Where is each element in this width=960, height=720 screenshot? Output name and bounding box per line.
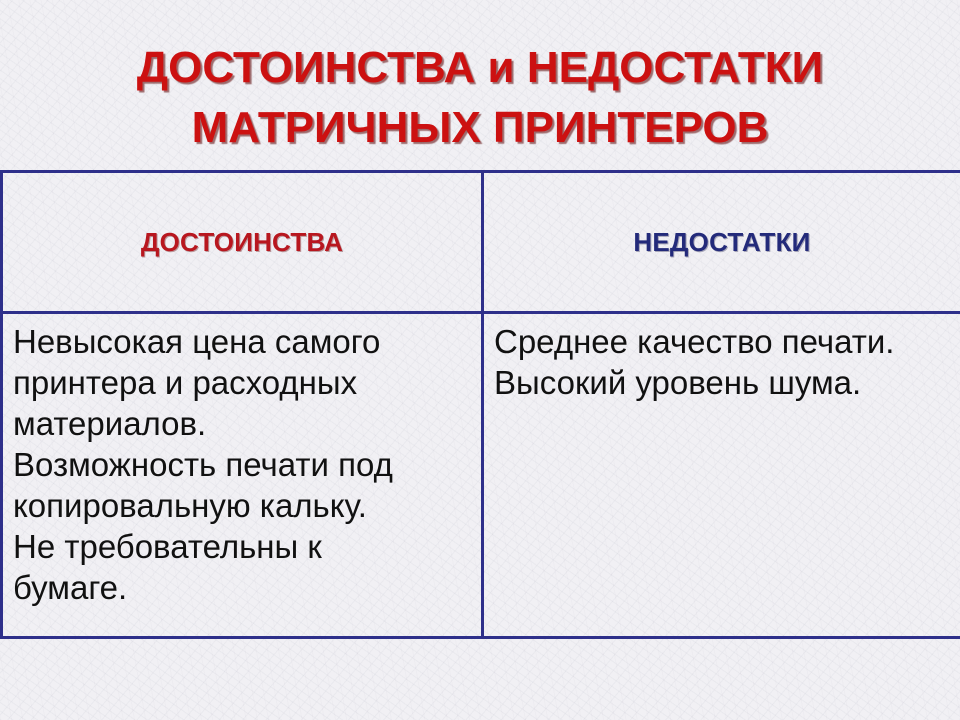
disadvantage-item-line: Высокий уровень шума. [494, 364, 862, 401]
disadvantage-item-line: Среднее качество печати. [494, 323, 895, 360]
disadvantage-item [494, 362, 954, 403]
comparison-table [0, 170, 960, 639]
advantages-cell [2, 313, 483, 638]
table-body-row [2, 313, 960, 638]
slide-title [0, 38, 960, 158]
advantage-item-line: Не требовательны к [13, 528, 322, 565]
slide-title-line-1: ДОСТОИНСТВА и НЕДОСТАТКИ [136, 43, 824, 92]
advantage-item-line: Возможность печати под [13, 446, 393, 483]
comparison-table-container [0, 170, 960, 636]
advantage-item-line: Невысокая цена самого [13, 323, 381, 360]
disadvantage-item [494, 321, 954, 362]
advantage-item [13, 321, 475, 444]
advantage-item [13, 526, 475, 608]
advantage-item [13, 444, 475, 526]
slide-title-line-2: МАТРИЧНЫХ ПРИНТЕРОВ [191, 103, 769, 152]
advantages-header: ДОСТОИНСТВА [2, 172, 483, 313]
advantage-item-line: копировальную кальку. [13, 487, 367, 524]
disadvantages-cell [483, 313, 960, 638]
advantage-item-line: материалов. [13, 405, 207, 442]
advantage-item-line: бумаге. [13, 569, 128, 606]
table-header-row [2, 172, 960, 313]
advantage-item-line: принтера и расходных [13, 364, 358, 401]
disadvantages-header: НЕДОСТАТКИ [483, 172, 960, 313]
